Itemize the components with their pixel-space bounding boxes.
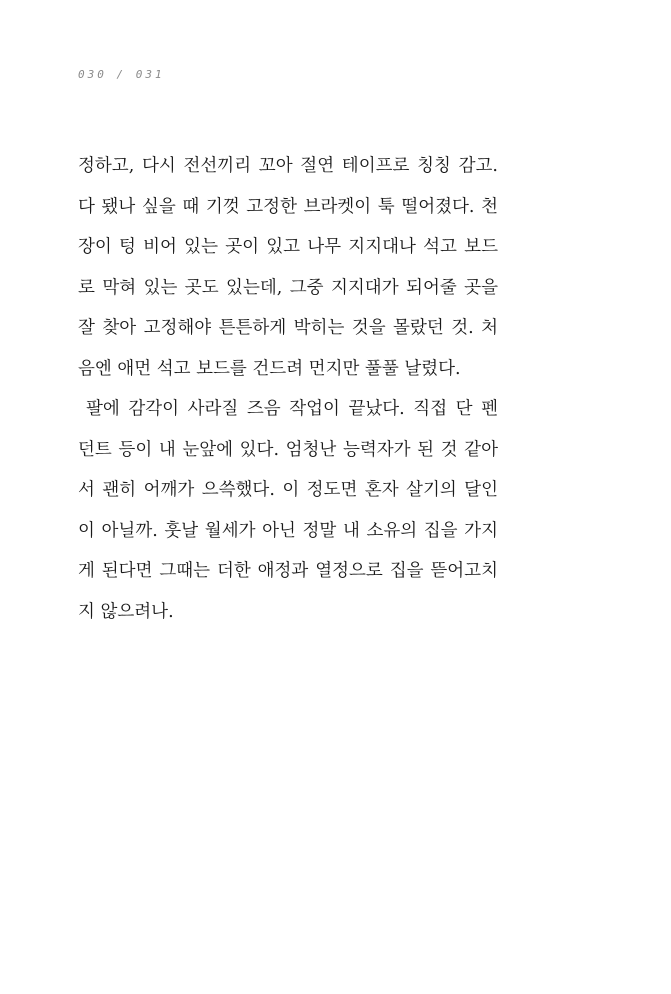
text-line: 서 괜히 어깨가 으쓱했다. 이 정도면 혼자 살기의 달인 [78, 480, 498, 500]
text-line: 지 않으려나. [78, 601, 174, 622]
paragraph-2 [78, 389, 498, 632]
paragraph-1 [78, 146, 498, 389]
text-line: 게 된다면 그때는 더한 애정과 열정으로 집을 뜯어고치 [78, 561, 498, 581]
page-number: 030 / 031 [78, 68, 165, 81]
text-line: 이 아닐까. 훗날 월세가 아닌 정말 내 소유의 집을 가지 [78, 520, 498, 541]
text-line: 잘 찾아 고정해야 튼튼하게 박히는 것을 몰랐던 것. 처 [78, 318, 498, 338]
text-line: 다 됐나 싶을 때 기껏 고정한 브라켓이 툭 떨어졌다. 천 [78, 196, 498, 217]
text-line: 음엔 애먼 석고 보드를 건드려 먼지만 풀풀 날렸다. [78, 358, 461, 379]
text-line: 로 막혀 있는 곳도 있는데, 그중 지지대가 되어줄 곳을 [78, 277, 498, 298]
body-text [78, 146, 498, 632]
text-line: 정하고, 다시 전선끼리 꼬아 절연 테이프로 칭칭 감고. [78, 156, 498, 176]
text-line: 팔에 감각이 사라질 즈음 작업이 끝났다. 직접 단 펜 [86, 399, 498, 419]
text-line: 장이 텅 비어 있는 곳이 있고 나무 지지대나 석고 보드 [78, 237, 498, 257]
text-line: 던트 등이 내 눈앞에 있다. 엄청난 능력자가 된 것 같아 [78, 439, 498, 460]
